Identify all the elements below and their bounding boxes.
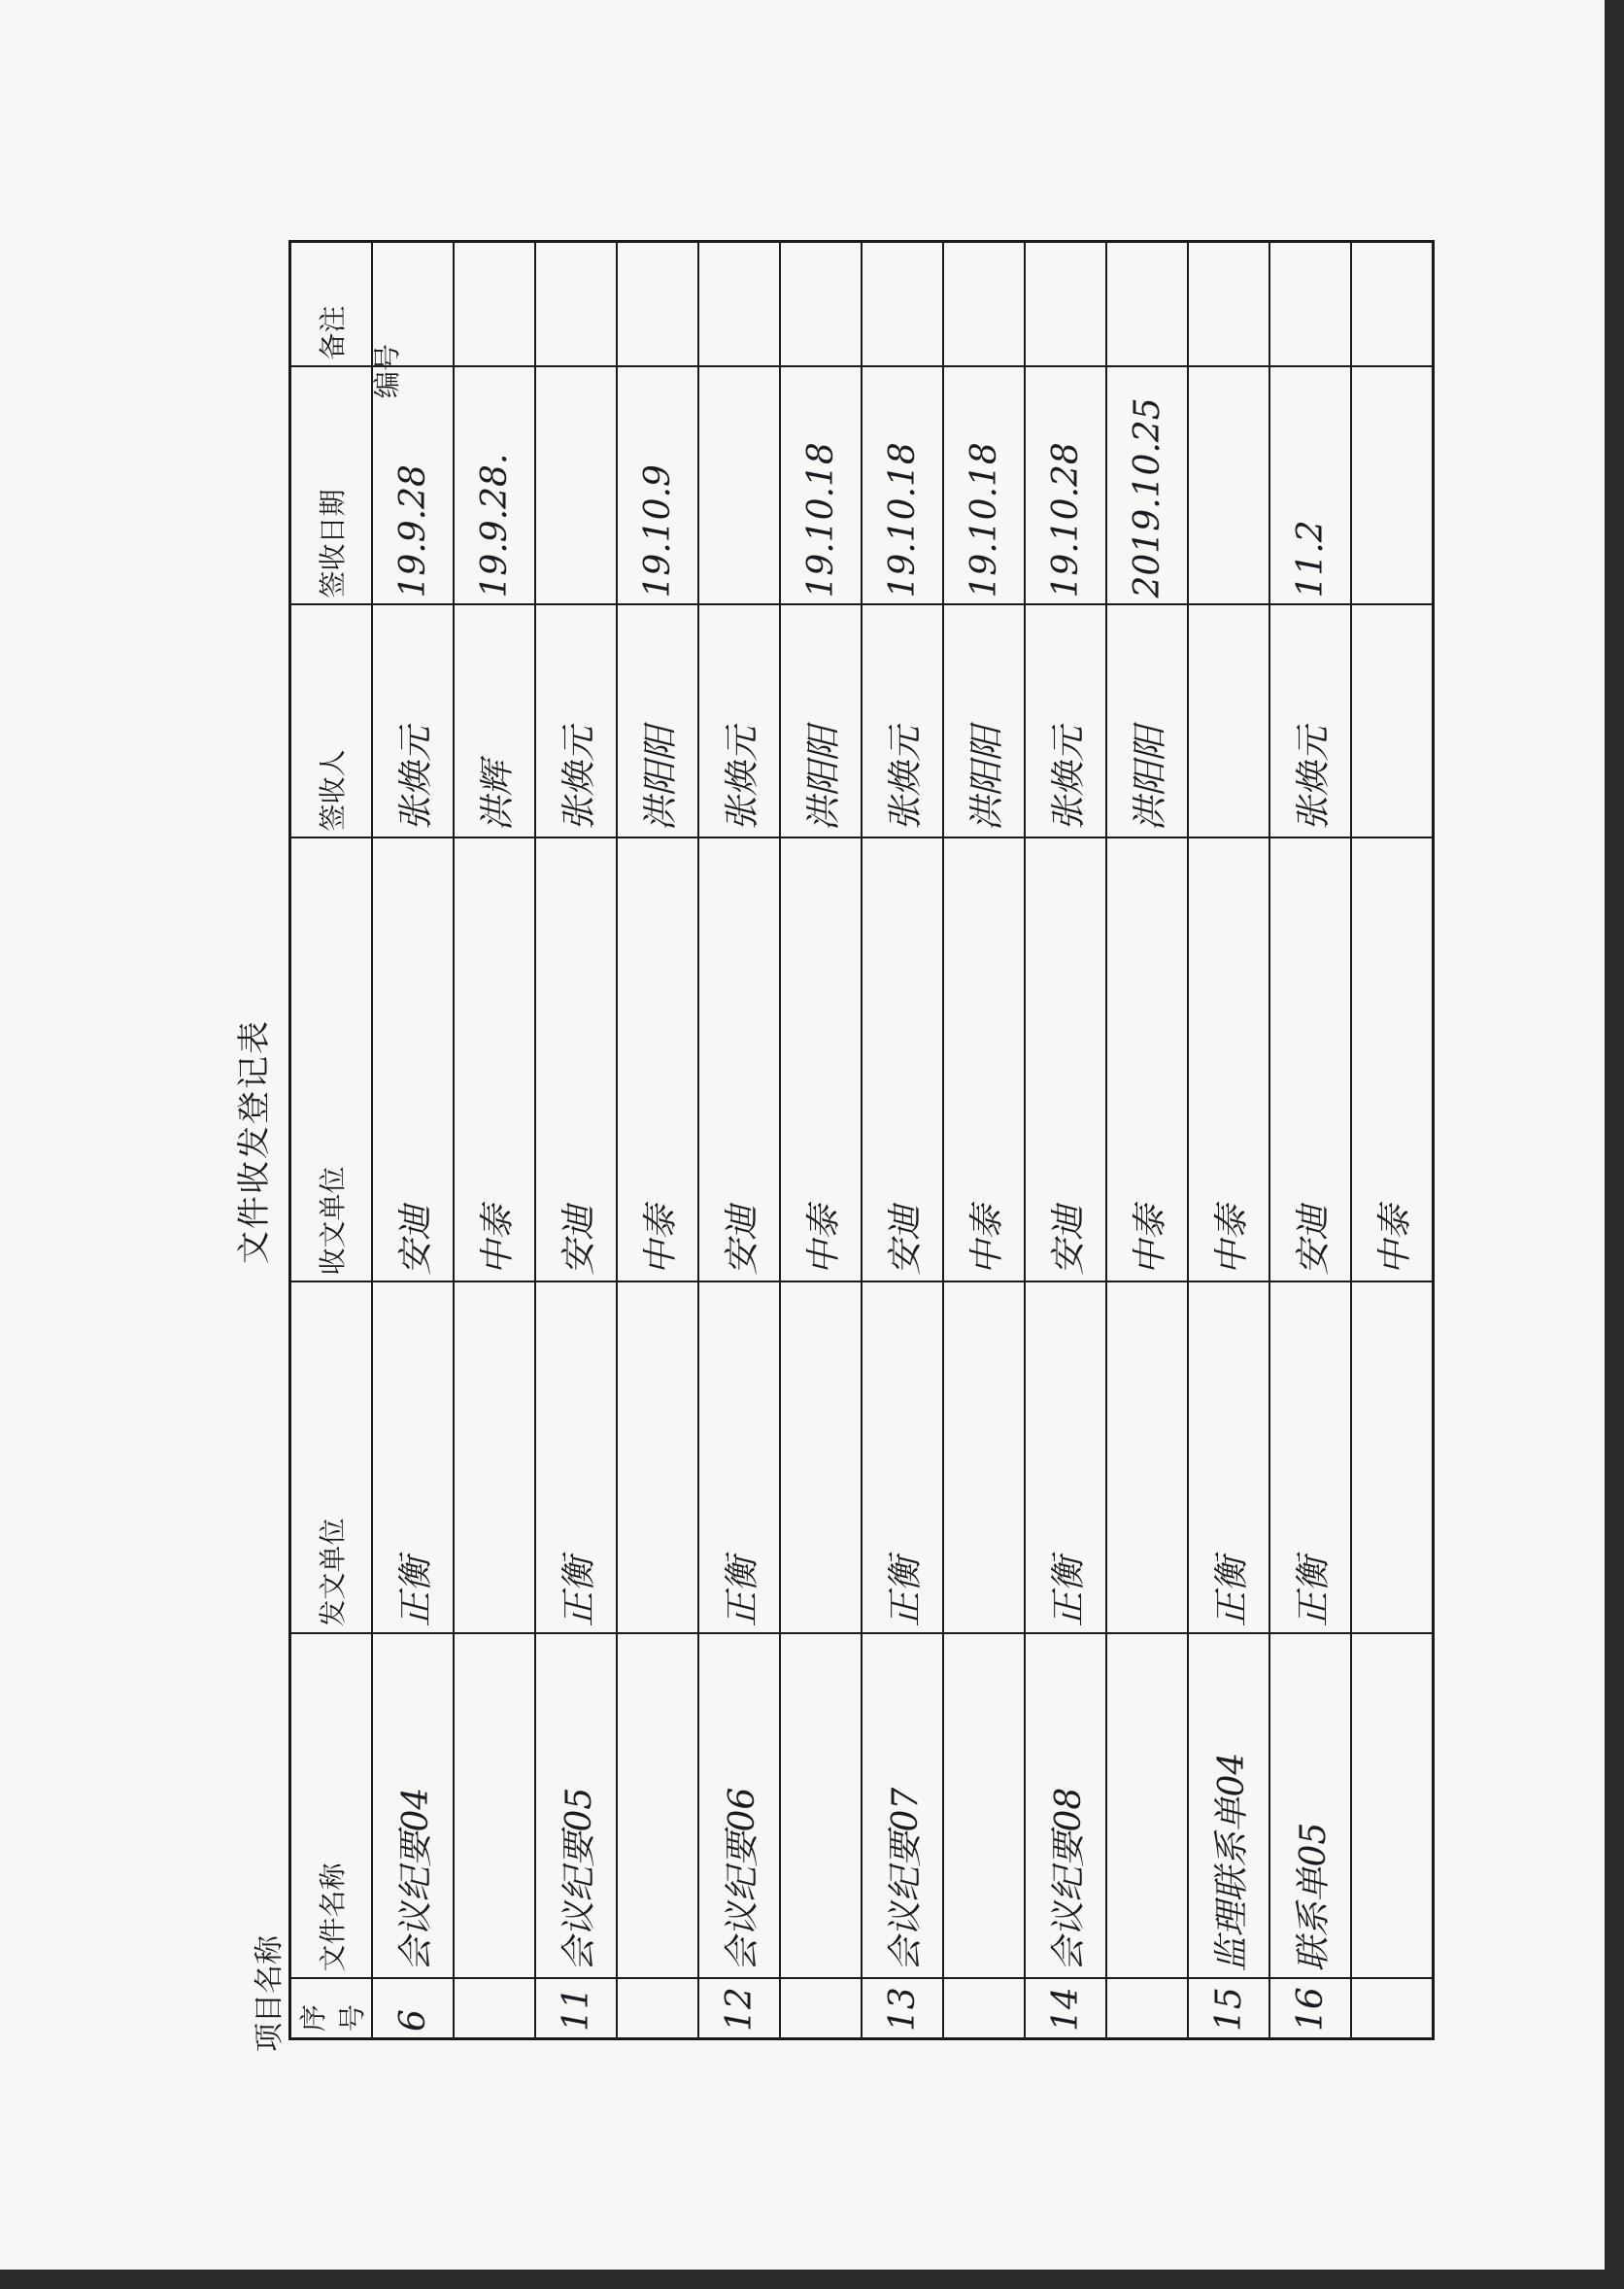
serial-number-cell: 6 <box>372 1979 454 2039</box>
sender-unit-cell: 正衡 <box>1269 1282 1351 1634</box>
remarks-cell <box>372 242 454 367</box>
remarks-cell <box>617 242 698 367</box>
serial-number-cell <box>454 1979 535 2039</box>
sender-unit-cell: 正衡 <box>372 1282 454 1634</box>
document-name-cell <box>780 1634 862 1979</box>
sign-date-header: 签收日期 <box>290 367 373 605</box>
signer-cell: 洪辉 <box>454 605 535 838</box>
table-row <box>1351 242 1434 2039</box>
receiver-unit-cell: 安迪 <box>862 838 943 1282</box>
signer-cell: 洪阳阳 <box>617 605 698 838</box>
serial-number-cell: 12 <box>698 1979 780 2039</box>
remarks-cell <box>535 242 617 367</box>
table-row <box>454 242 535 2039</box>
serial-number-cell: 14 <box>1025 1979 1106 2039</box>
remarks-cell <box>1188 242 1269 367</box>
remarks-cell <box>698 242 780 367</box>
receiver-unit-cell: 安迪 <box>1269 838 1351 1282</box>
receiver-unit-cell: 安迪 <box>698 838 780 1282</box>
receiver-unit-cell: 中泰 <box>617 838 698 1282</box>
sign-date-cell: 11.2 <box>1269 367 1351 605</box>
table-row <box>535 242 617 2039</box>
signer-cell: 张焕元 <box>698 605 780 838</box>
receiver-unit-cell: 中泰 <box>780 838 862 1282</box>
serial-number-cell <box>617 1979 698 2039</box>
signer-cell: 张焕元 <box>1269 605 1351 838</box>
document-log-table <box>288 240 1435 2040</box>
project-name-label: 项目名称 <box>253 1935 287 2052</box>
sender-unit-cell: 正衡 <box>862 1282 943 1634</box>
sign-date-cell <box>698 367 780 605</box>
sign-date-cell <box>535 367 617 605</box>
serial-number-cell: 13 <box>862 1979 943 2039</box>
receiver-unit-cell: 安迪 <box>535 838 617 1282</box>
table-row <box>372 242 454 2039</box>
sender-unit-cell: 正衡 <box>1188 1282 1269 1634</box>
document-name-cell <box>454 1634 535 1979</box>
signer-cell <box>1351 605 1434 838</box>
signer-cell: 洪阳阳 <box>1106 605 1188 838</box>
serial-number-cell <box>780 1979 862 2039</box>
receiver-unit-header: 收文单位 <box>290 838 373 1282</box>
receiver-unit-cell: 中泰 <box>1106 838 1188 1282</box>
serial-number-cell <box>943 1979 1025 2039</box>
sender-unit-cell: 正衡 <box>698 1282 780 1634</box>
receiver-unit-cell: 中泰 <box>454 838 535 1282</box>
signer-cell <box>1188 605 1269 838</box>
signer-cell: 张焕元 <box>535 605 617 838</box>
table-row <box>1269 242 1351 2039</box>
serial-number-cell <box>1351 1979 1434 2039</box>
receiver-unit-cell: 安迪 <box>372 838 454 1282</box>
signer-cell: 张焕元 <box>1025 605 1106 838</box>
sign-date-cell: 19.10.18 <box>780 367 862 605</box>
table-row <box>862 242 943 2039</box>
serial-number-cell: 15 <box>1188 1979 1269 2039</box>
header-row <box>290 242 373 2039</box>
sender-unit-header: 发文单位 <box>290 1282 373 1634</box>
sign-date-cell: 19.10.28 <box>1025 367 1106 605</box>
document-name-cell: 会议纪要06 <box>698 1634 780 1979</box>
table-row <box>943 242 1025 2039</box>
document-name-cell <box>1106 1634 1188 1979</box>
remarks-cell <box>862 242 943 367</box>
sender-unit-cell: 正衡 <box>535 1282 617 1634</box>
signer-cell: 张焕元 <box>372 605 454 838</box>
remarks-cell <box>943 242 1025 367</box>
table-row <box>617 242 698 2039</box>
signer-cell: 洪阳阳 <box>780 605 862 838</box>
remarks-header: 备注 <box>290 242 373 367</box>
table-body <box>372 242 1434 2039</box>
sender-unit-cell <box>780 1282 862 1634</box>
number-label: 编号 <box>371 343 403 398</box>
table-row <box>1025 242 1106 2039</box>
form-title: 文件收发登记表 <box>235 1019 274 1264</box>
remarks-cell <box>1269 242 1351 367</box>
table-row <box>698 242 780 2039</box>
sender-unit-cell <box>1351 1282 1434 1634</box>
table-row <box>1106 242 1188 2039</box>
signer-header: 签收人 <box>290 605 373 838</box>
document-name-cell: 会议纪要04 <box>372 1634 454 1979</box>
sign-date-cell: 19.9.28. <box>454 367 535 605</box>
sign-date-cell <box>1351 367 1434 605</box>
sign-date-cell: 19.9.28 <box>372 367 454 605</box>
signer-cell: 张焕元 <box>862 605 943 838</box>
document-name-cell: 联系单05 <box>1269 1634 1351 1979</box>
signer-cell: 洪阳阳 <box>943 605 1025 838</box>
document-name-cell: 会议纪要05 <box>535 1634 617 1979</box>
sender-unit-cell <box>943 1282 1025 1634</box>
sender-unit-cell <box>617 1282 698 1634</box>
sender-unit-cell <box>1106 1282 1188 1634</box>
sign-date-cell: 19.10.18 <box>862 367 943 605</box>
document-name-header: 文件名称 <box>290 1634 373 1979</box>
table-row <box>1188 242 1269 2039</box>
rotated-form <box>235 243 1430 2052</box>
serial-number-cell: 11 <box>535 1979 617 2039</box>
remarks-cell <box>1106 242 1188 367</box>
remarks-cell <box>454 242 535 367</box>
remarks-cell <box>1025 242 1106 367</box>
sign-date-cell <box>1188 367 1269 605</box>
serial-number-cell: 16 <box>1269 1979 1351 2039</box>
sign-date-cell: 19.10.18 <box>943 367 1025 605</box>
receiver-unit-cell: 中泰 <box>943 838 1025 1282</box>
document-name-cell <box>943 1634 1025 1979</box>
remarks-cell <box>780 242 862 367</box>
serial-number-cell <box>1106 1979 1188 2039</box>
remarks-cell <box>1351 242 1434 367</box>
document-name-cell <box>617 1634 698 1979</box>
serial-number-header: 序号 <box>290 1979 373 2039</box>
sender-unit-cell <box>454 1282 535 1634</box>
sign-date-cell: 19.10.9 <box>617 367 698 605</box>
receiver-unit-cell: 安迪 <box>1025 838 1106 1282</box>
document-name-cell <box>1351 1634 1434 1979</box>
sign-date-cell: 2019.10.25 <box>1106 367 1188 605</box>
document-name-cell: 会议纪要07 <box>862 1634 943 1979</box>
table-row <box>780 242 862 2039</box>
receiver-unit-cell: 中泰 <box>1188 838 1269 1282</box>
receiver-unit-cell: 中泰 <box>1351 838 1434 1282</box>
document-name-cell: 会议纪要08 <box>1025 1634 1106 1979</box>
sender-unit-cell: 正衡 <box>1025 1282 1106 1634</box>
document-name-cell: 监理联系单04 <box>1188 1634 1269 1979</box>
